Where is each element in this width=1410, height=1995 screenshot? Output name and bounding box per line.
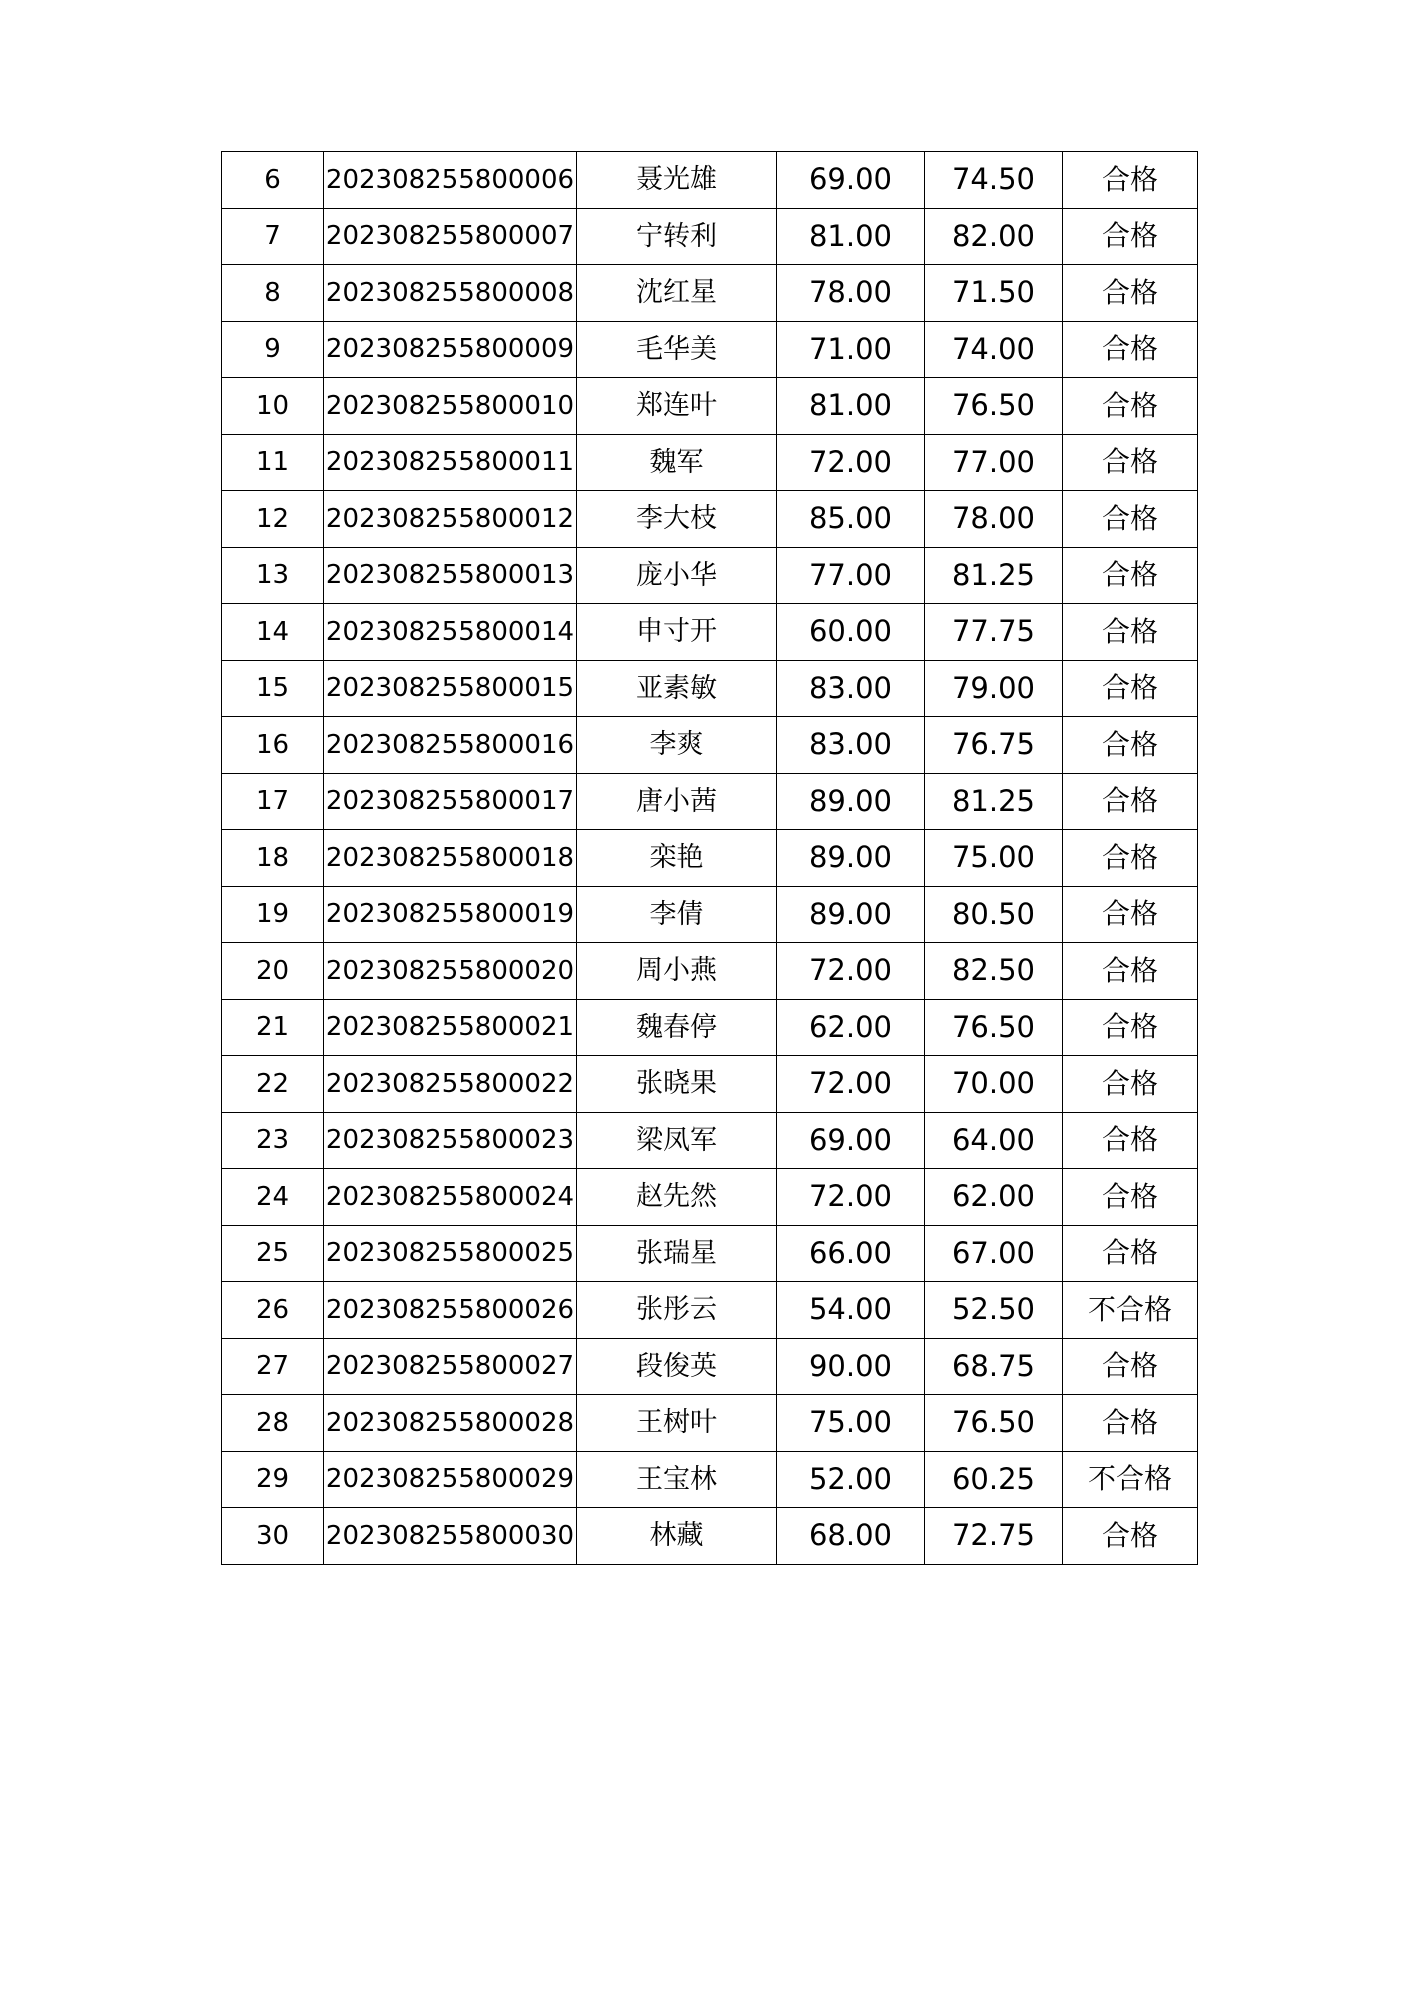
row-number-cell: 17 (222, 773, 324, 830)
candidate-name-cell: 周小燕 (577, 943, 777, 1000)
written-score-cell: 72.00 (777, 943, 925, 1000)
result-cell: 合格 (1063, 999, 1198, 1056)
written-score-cell: 52.00 (777, 1451, 925, 1508)
result-cell: 合格 (1063, 265, 1198, 322)
written-score-cell: 83.00 (777, 717, 925, 774)
result-cell: 合格 (1063, 1056, 1198, 1113)
exam-id-cell: 202308255800024 (324, 1169, 577, 1226)
interview-score-cell: 67.00 (925, 1225, 1063, 1282)
row-number-cell: 9 (222, 321, 324, 378)
written-score-cell: 54.00 (777, 1282, 925, 1339)
interview-score-cell: 60.25 (925, 1451, 1063, 1508)
table-row (222, 1395, 1198, 1452)
table-row (222, 1056, 1198, 1113)
row-number-cell: 21 (222, 999, 324, 1056)
table-row (222, 265, 1198, 322)
written-score-cell: 69.00 (777, 152, 925, 209)
candidate-name-cell: 毛华美 (577, 321, 777, 378)
written-score-cell: 83.00 (777, 660, 925, 717)
candidate-name-cell: 李倩 (577, 886, 777, 943)
table-row (222, 1451, 1198, 1508)
exam-id-cell: 202308255800012 (324, 491, 577, 548)
interview-score-cell: 62.00 (925, 1169, 1063, 1226)
candidate-name-cell: 李爽 (577, 717, 777, 774)
written-score-cell: 75.00 (777, 1395, 925, 1452)
written-score-cell: 89.00 (777, 830, 925, 887)
candidate-name-cell: 栾艳 (577, 830, 777, 887)
table-row (222, 491, 1198, 548)
exam-id-cell: 202308255800010 (324, 378, 577, 435)
written-score-cell: 89.00 (777, 886, 925, 943)
table-row (222, 1112, 1198, 1169)
table-row (222, 830, 1198, 887)
interview-score-cell: 76.50 (925, 378, 1063, 435)
interview-score-cell: 78.00 (925, 491, 1063, 548)
result-cell: 合格 (1063, 830, 1198, 887)
exam-id-cell: 202308255800028 (324, 1395, 577, 1452)
table-row (222, 604, 1198, 661)
candidate-name-cell: 林藏 (577, 1508, 777, 1565)
result-cell: 合格 (1063, 321, 1198, 378)
interview-score-cell: 81.25 (925, 547, 1063, 604)
result-cell: 合格 (1063, 1112, 1198, 1169)
result-cell: 合格 (1063, 208, 1198, 265)
result-cell: 合格 (1063, 717, 1198, 774)
interview-score-cell: 72.75 (925, 1508, 1063, 1565)
row-number-cell: 20 (222, 943, 324, 1000)
written-score-cell: 72.00 (777, 1056, 925, 1113)
candidate-name-cell: 赵先然 (577, 1169, 777, 1226)
written-score-cell: 69.00 (777, 1112, 925, 1169)
result-cell: 合格 (1063, 773, 1198, 830)
written-score-cell: 81.00 (777, 378, 925, 435)
result-cell: 不合格 (1063, 1282, 1198, 1339)
written-score-cell: 89.00 (777, 773, 925, 830)
exam-id-cell: 202308255800007 (324, 208, 577, 265)
row-number-cell: 8 (222, 265, 324, 322)
table-row (222, 1282, 1198, 1339)
result-cell: 合格 (1063, 434, 1198, 491)
table-row (222, 1169, 1198, 1226)
candidate-name-cell: 唐小茜 (577, 773, 777, 830)
written-score-cell: 71.00 (777, 321, 925, 378)
row-number-cell: 15 (222, 660, 324, 717)
row-number-cell: 22 (222, 1056, 324, 1113)
result-cell: 合格 (1063, 1395, 1198, 1452)
table-row (222, 943, 1198, 1000)
exam-id-cell: 202308255800019 (324, 886, 577, 943)
candidate-name-cell: 李大枝 (577, 491, 777, 548)
exam-id-cell: 202308255800009 (324, 321, 577, 378)
candidate-name-cell: 梁凤军 (577, 1112, 777, 1169)
exam-id-cell: 202308255800021 (324, 999, 577, 1056)
result-cell: 合格 (1063, 1508, 1198, 1565)
result-cell: 合格 (1063, 886, 1198, 943)
table-row (222, 1338, 1198, 1395)
exam-id-cell: 202308255800014 (324, 604, 577, 661)
result-cell: 合格 (1063, 152, 1198, 209)
row-number-cell: 16 (222, 717, 324, 774)
candidate-name-cell: 段俊英 (577, 1338, 777, 1395)
interview-score-cell: 80.50 (925, 886, 1063, 943)
result-cell: 合格 (1063, 547, 1198, 604)
written-score-cell: 77.00 (777, 547, 925, 604)
written-score-cell: 90.00 (777, 1338, 925, 1395)
row-number-cell: 10 (222, 378, 324, 435)
result-cell: 不合格 (1063, 1451, 1198, 1508)
candidate-name-cell: 王树叶 (577, 1395, 777, 1452)
result-cell: 合格 (1063, 1225, 1198, 1282)
exam-id-cell: 202308255800030 (324, 1508, 577, 1565)
candidate-name-cell: 魏军 (577, 434, 777, 491)
result-cell: 合格 (1063, 378, 1198, 435)
row-number-cell: 29 (222, 1451, 324, 1508)
table-row (222, 321, 1198, 378)
table-row (222, 886, 1198, 943)
result-cell: 合格 (1063, 604, 1198, 661)
exam-id-cell: 202308255800018 (324, 830, 577, 887)
row-number-cell: 25 (222, 1225, 324, 1282)
written-score-cell: 78.00 (777, 265, 925, 322)
written-score-cell: 66.00 (777, 1225, 925, 1282)
written-score-cell: 85.00 (777, 491, 925, 548)
written-score-cell: 72.00 (777, 1169, 925, 1226)
interview-score-cell: 68.75 (925, 1338, 1063, 1395)
result-cell: 合格 (1063, 491, 1198, 548)
table-row (222, 1225, 1198, 1282)
interview-score-cell: 75.00 (925, 830, 1063, 887)
candidate-name-cell: 宁转利 (577, 208, 777, 265)
exam-id-cell: 202308255800015 (324, 660, 577, 717)
exam-id-cell: 202308255800025 (324, 1225, 577, 1282)
candidate-name-cell: 沈红星 (577, 265, 777, 322)
exam-id-cell: 202308255800017 (324, 773, 577, 830)
written-score-cell: 68.00 (777, 1508, 925, 1565)
row-number-cell: 24 (222, 1169, 324, 1226)
candidate-name-cell: 聂光雄 (577, 152, 777, 209)
candidate-name-cell: 庞小华 (577, 547, 777, 604)
candidate-name-cell: 魏春停 (577, 999, 777, 1056)
row-number-cell: 28 (222, 1395, 324, 1452)
interview-score-cell: 77.75 (925, 604, 1063, 661)
candidate-name-cell: 申寸开 (577, 604, 777, 661)
interview-score-cell: 74.00 (925, 321, 1063, 378)
exam-id-cell: 202308255800022 (324, 1056, 577, 1113)
interview-score-cell: 82.50 (925, 943, 1063, 1000)
row-number-cell: 18 (222, 830, 324, 887)
table-row (222, 547, 1198, 604)
candidate-name-cell: 亚素敏 (577, 660, 777, 717)
table-row (222, 660, 1198, 717)
row-number-cell: 23 (222, 1112, 324, 1169)
exam-id-cell: 202308255800016 (324, 717, 577, 774)
interview-score-cell: 76.50 (925, 1395, 1063, 1452)
written-score-cell: 81.00 (777, 208, 925, 265)
row-number-cell: 26 (222, 1282, 324, 1339)
exam-id-cell: 202308255800023 (324, 1112, 577, 1169)
row-number-cell: 30 (222, 1508, 324, 1565)
candidate-name-cell: 张瑞星 (577, 1225, 777, 1282)
row-number-cell: 7 (222, 208, 324, 265)
row-number-cell: 6 (222, 152, 324, 209)
interview-score-cell: 77.00 (925, 434, 1063, 491)
exam-id-cell: 202308255800006 (324, 152, 577, 209)
row-number-cell: 19 (222, 886, 324, 943)
exam-id-cell: 202308255800013 (324, 547, 577, 604)
result-cell: 合格 (1063, 1338, 1198, 1395)
interview-score-cell: 81.25 (925, 773, 1063, 830)
written-score-cell: 62.00 (777, 999, 925, 1056)
interview-score-cell: 71.50 (925, 265, 1063, 322)
interview-score-cell: 79.00 (925, 660, 1063, 717)
exam-id-cell: 202308255800026 (324, 1282, 577, 1339)
written-score-cell: 72.00 (777, 434, 925, 491)
table-row (222, 773, 1198, 830)
candidate-name-cell: 张晓果 (577, 1056, 777, 1113)
result-cell: 合格 (1063, 1169, 1198, 1226)
table-row (222, 152, 1198, 209)
interview-score-cell: 76.75 (925, 717, 1063, 774)
candidate-name-cell: 王宝林 (577, 1451, 777, 1508)
candidate-name-cell: 张彤云 (577, 1282, 777, 1339)
table-row (222, 1508, 1198, 1565)
exam-id-cell: 202308255800011 (324, 434, 577, 491)
exam-id-cell: 202308255800020 (324, 943, 577, 1000)
interview-score-cell: 82.00 (925, 208, 1063, 265)
exam-id-cell: 202308255800008 (324, 265, 577, 322)
result-cell: 合格 (1063, 660, 1198, 717)
table-row (222, 434, 1198, 491)
interview-score-cell: 64.00 (925, 1112, 1063, 1169)
exam-id-cell: 202308255800027 (324, 1338, 577, 1395)
results-table-body (222, 152, 1198, 1565)
table-row (222, 378, 1198, 435)
table-row (222, 717, 1198, 774)
table-row (222, 999, 1198, 1056)
row-number-cell: 11 (222, 434, 324, 491)
result-cell: 合格 (1063, 943, 1198, 1000)
table-row (222, 208, 1198, 265)
interview-score-cell: 74.50 (925, 152, 1063, 209)
results-table (221, 151, 1198, 1565)
written-score-cell: 60.00 (777, 604, 925, 661)
interview-score-cell: 52.50 (925, 1282, 1063, 1339)
interview-score-cell: 76.50 (925, 999, 1063, 1056)
exam-id-cell: 202308255800029 (324, 1451, 577, 1508)
candidate-name-cell: 郑连叶 (577, 378, 777, 435)
row-number-cell: 12 (222, 491, 324, 548)
interview-score-cell: 70.00 (925, 1056, 1063, 1113)
row-number-cell: 13 (222, 547, 324, 604)
row-number-cell: 14 (222, 604, 324, 661)
row-number-cell: 27 (222, 1338, 324, 1395)
